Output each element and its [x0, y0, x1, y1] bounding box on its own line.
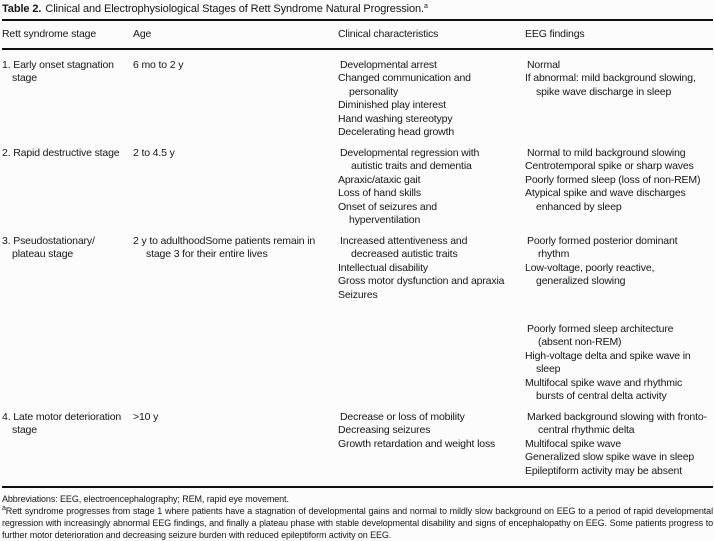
stage-cell: [2, 235, 133, 404]
table-title: [2, 3, 713, 21]
age-value: 2 to 4.5 y: [133, 146, 175, 159]
cell-line: Decelerating head growth: [338, 126, 455, 138]
column-header-eeg: EEG findings: [525, 28, 585, 40]
cell-line: Centrotemporal spike or sharp waves: [525, 160, 694, 172]
age-cell: [133, 59, 338, 140]
cell-line: Normal to mild background slowing: [527, 146, 686, 159]
clinical-cell: [338, 147, 525, 228]
cell-line: If abnormal: mild background slowing, spike wave discharge in sleep: [525, 72, 696, 98]
eeg-late-list: [525, 323, 708, 404]
footnote-text: Rett syndrome progresses from stage 1 where patients have a stagnation of developmental gains and normal to mildly slow background on EEG to a period of rapid developmental regression with increasingly abnormal EEG findings, and finally a plateau phase with stable developmental disability and signs of encephalopathy on EEG. Some patients progress to further motor deterioration and decreasing seizure burden with reduced epileptiform activity on EEG.: [2, 506, 713, 540]
cell-line: Onset of seizures and hyperventilation: [338, 200, 437, 226]
cell-line: Intellectual disability: [338, 261, 428, 274]
cell-line: Seizures: [338, 288, 378, 301]
cell-line: High-voltage delta and spike wave in sleep: [525, 349, 691, 375]
stage-cell: [2, 147, 133, 228]
cell-line: Multifocal spike wave and rhythmic bursts of central delta activity: [525, 376, 683, 402]
cell-line: Generalized slow spike wave in sleep: [525, 451, 695, 463]
age-cell: [133, 147, 338, 228]
clinical-cell: [338, 59, 525, 140]
cell-line: Increased attentiveness and decreased autistic traits: [340, 234, 468, 260]
eeg-cell: [525, 59, 713, 140]
cell-line: Marked background slowing with fronto-central rhythmic delta: [527, 410, 707, 436]
table-row-stage-1: [2, 59, 713, 140]
age-cell: [133, 235, 338, 404]
cell-line: Developmental regression with autistic traits and dementia: [340, 146, 480, 172]
table-row-stage-4: [2, 411, 713, 479]
cell-line: Loss of hand skills: [338, 187, 421, 199]
cell-line: Multifocal spike wave: [525, 437, 622, 450]
clinical-cell: [338, 235, 525, 404]
stage-name: 2. Rapid destructive stage: [2, 146, 120, 159]
cell-line: Hand washing stereotypy: [338, 112, 453, 125]
cell-line: Atypical spike and wave discharges enhanced by sleep: [525, 187, 686, 213]
eeg-early-list: [525, 235, 708, 289]
cell-line: Decreasing seizures: [338, 424, 431, 436]
table-body: [2, 50, 713, 489]
abbreviations-note: Abbreviations: EEG, electroencephalography; REM, rapid eye movement.: [2, 494, 289, 504]
age-value: >10 y: [133, 410, 159, 423]
table-number-label: Table 2.: [2, 3, 42, 15]
table-row-stage-3: [2, 235, 713, 404]
clinical-cell: [338, 411, 525, 479]
table-header-row: [2, 21, 713, 50]
cell-line: Poorly formed sleep architecture (absent non-REM): [527, 322, 674, 348]
eeg-cell: [525, 147, 713, 228]
table-title-text: Clinical and Electrophysiological Stages of Rett Syndrome Natural Progression.: [45, 3, 424, 15]
age-cell: [133, 411, 338, 479]
cell-line: Normal: [527, 58, 560, 71]
cell-line: Poorly formed sleep (loss of non-REM): [525, 173, 701, 186]
title-footnote-marker: a: [423, 3, 428, 10]
eeg-cell: [525, 235, 713, 404]
footnote-marker: a: [2, 505, 6, 512]
age-value: 6 mo to 2 y: [133, 58, 184, 71]
cell-line: Gross motor dysfunction and apraxia: [338, 275, 505, 287]
cell-line: Changed communication and personality: [338, 72, 471, 98]
stage-name: 1. Early onset stagnation stage: [2, 58, 114, 84]
cell-line: Poorly formed posterior dominant rhythm: [527, 234, 678, 260]
column-header-age: Age: [133, 28, 152, 40]
stage-name: 4. Late motor deterioration stage: [2, 410, 122, 436]
cell-line: Developmental arrest: [340, 58, 437, 71]
eeg-cell: [525, 411, 713, 479]
cell-line: Epileptiform activity may be absent: [525, 464, 682, 477]
stage-cell: [2, 59, 133, 140]
table-footnotes: [2, 493, 713, 541]
table-row-stage-2: [2, 147, 713, 228]
cell-line: Growth retardation and weight loss: [338, 437, 496, 450]
cell-line: Decrease or loss of mobility: [340, 410, 465, 423]
stage-cell: [2, 411, 133, 479]
cell-line: Apraxic/ataxic gait: [338, 173, 421, 186]
column-header-clinical: Clinical characteristics: [338, 28, 439, 40]
stage-name: 3. Pseudostationary/ plateau stage: [2, 234, 95, 260]
cell-line: Diminished play interest: [338, 99, 446, 111]
column-header-stage: Rett syndrome stage: [2, 28, 97, 40]
age-value: 2 y to adulthoodSome patients remain in stage 3 for their entire lives: [133, 234, 316, 260]
cell-line: Low-voltage, poorly reactive, generalized slowing: [525, 261, 655, 287]
